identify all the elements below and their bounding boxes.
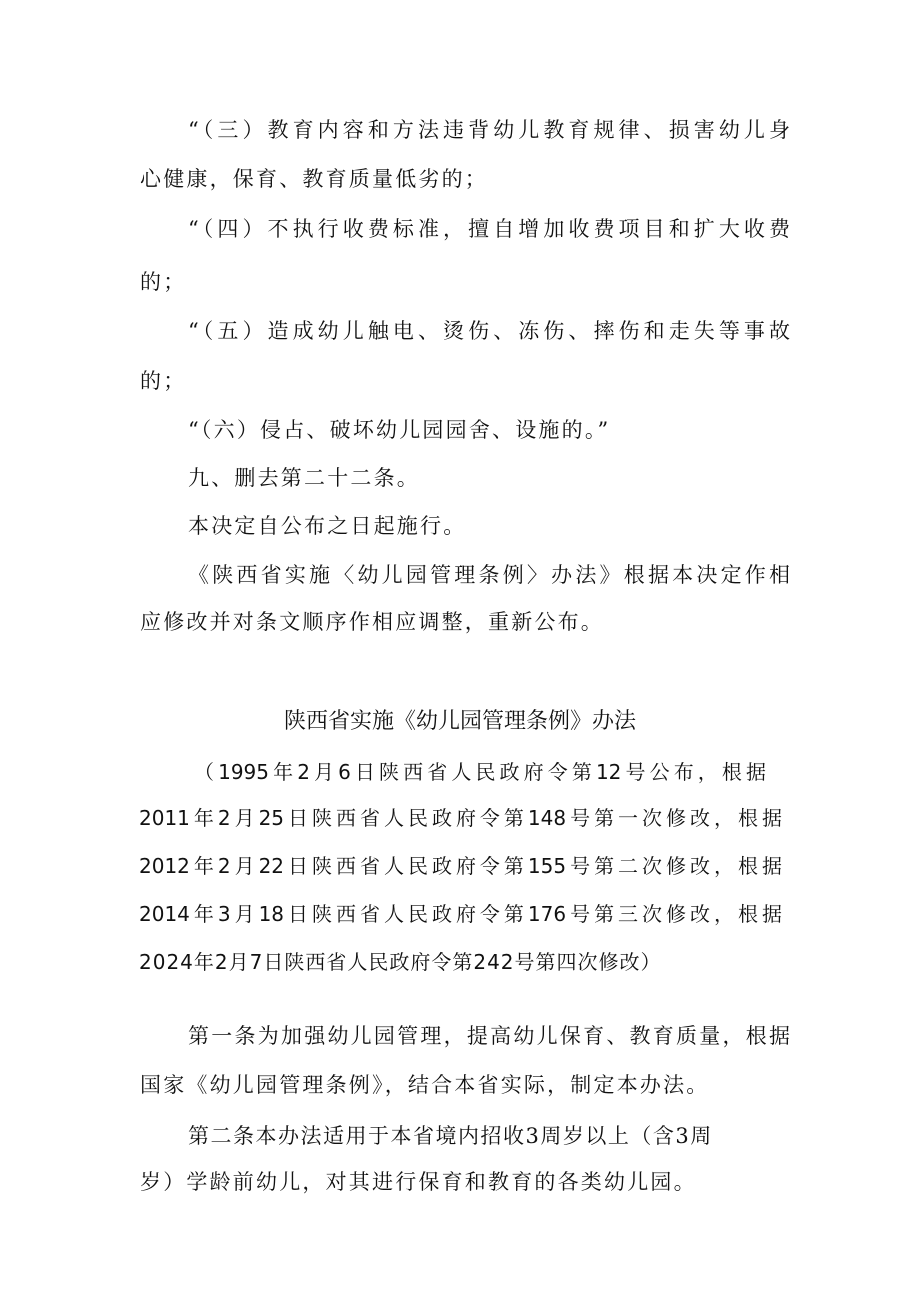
item-5-line-1: “（五）造成幼儿触电、烫伤、冻伤、摔伤和走失等事故 <box>188 319 790 343</box>
article-1-line-2: 国家《幼儿园管理条例》，结合本省实际，制定本办法。 <box>140 1073 710 1097</box>
article-2-line-2: 岁）学龄前幼儿，对其进行保育和教育的各类幼儿园。 <box>140 1170 697 1194</box>
item-6: “（六）侵占、破坏幼儿园园舍、设施的。” <box>188 418 611 442</box>
history-line-3: 2012年2月22日陕西省人民政府令第155号第二次修改，根据 <box>139 854 782 878</box>
item-3-line-2: 心健康，保育、教育质量低劣的； <box>140 167 488 191</box>
effective-date-clause: 本决定自公布之日起施行。 <box>188 514 467 538</box>
republish-line-1: 《陕西省实施〈幼儿园管理条例〉办法》根据本决定作相 <box>188 563 790 587</box>
regulation-title: 陕西省实施《幼儿园管理条例》办法 <box>283 709 636 734</box>
republish-line-2: 应修改并对条文顺序作相应调整，重新公布。 <box>140 610 604 634</box>
article-1-line-1: 第一条为加强幼儿园管理，提高幼儿保育、教育质量，根据 <box>188 1024 790 1048</box>
history-line-2: 2011年2月25日陕西省人民政府令第148号第一次修改，根据 <box>139 806 782 830</box>
history-line-5: 2024年2月7日陕西省人民政府令第242号第四次修改） <box>139 950 662 974</box>
item-3-line-1: “（三）教育内容和方法违背幼儿教育规律、损害幼儿身 <box>188 118 790 142</box>
article-2-line-1: 第二条本办法适用于本省境内招收3周岁以上（含3周 <box>188 1124 713 1148</box>
item-5-line-2: 的； <box>140 369 187 393</box>
history-line-4: 2014年3月18日陕西省人民政府令第176号第三次修改，根据 <box>139 902 782 926</box>
item-nine: 九、删去第二十二条。 <box>188 466 420 490</box>
item-4-line-2: 的； <box>140 270 187 294</box>
item-4-line-1: “（四）不执行收费标准，擅自增加收费项目和扩大收费 <box>188 217 790 241</box>
history-line-1: （1995年2月6日陕西省人民政府令第12号公布，根据 <box>194 760 766 784</box>
